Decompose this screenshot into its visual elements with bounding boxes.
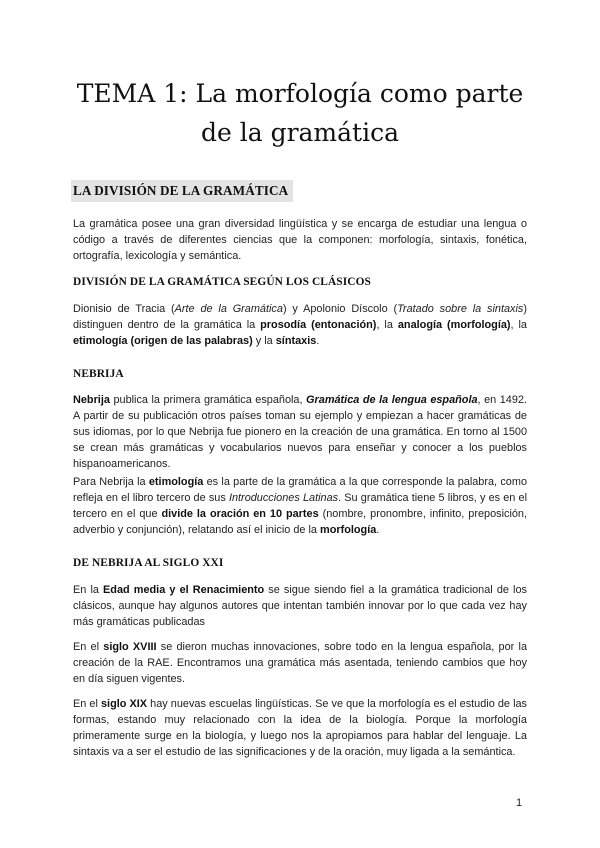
bold-run: siglo XIX	[101, 698, 148, 710]
text-run: , la	[376, 318, 398, 331]
text-run: .	[316, 334, 320, 347]
bold-italic-run: Gramática de la lengua española	[306, 394, 478, 406]
text-run: En el	[73, 698, 101, 710]
heading-nebrija: NEBRIJA	[73, 368, 124, 380]
text-run: . Su gramática tiene 5 libros, y es en el tercero en el que	[73, 491, 527, 520]
text-run: ) y Apolonio Díscolo (	[282, 303, 398, 315]
paragraph-siglo-3	[73, 697, 527, 761]
bold-run: divide la oración en 10 partes	[161, 507, 319, 520]
paragraph-nebrija-2	[73, 475, 527, 539]
paragraph-siglo-2	[73, 640, 527, 688]
text-run: Dionisio de Tracia (	[73, 303, 175, 315]
text-run: y la	[252, 334, 276, 347]
paragraph-intro: La gramática posee una gran diversidad lingüística y se encarga de estudiar una lengua o código a través de diferentes ciencias que la componen: morfología, sintaxis, fonética, ortografía, lexicología y semántica.	[73, 218, 527, 262]
text-run: En el	[73, 641, 104, 653]
text-run: ) distinguen dentro de la gramática la	[73, 303, 527, 331]
heading-clasicos: DIVISIÓN DE LA GRAMÁTICA SEGÚN LOS CLÁSICOS	[73, 276, 371, 288]
bold-run: siglo XVIII	[103, 641, 157, 653]
paragraph-nebrija-1	[73, 393, 527, 473]
text-run: , la	[510, 318, 527, 331]
bold-run: etimología	[148, 476, 204, 488]
bold-run: prosodía (entonación)	[260, 318, 377, 331]
italic-run: Introducciones Latinas	[228, 491, 339, 504]
section-heading-division: LA DIVISIÓN DE LA GRAMÁTICA	[71, 180, 293, 202]
text-run: es la parte de la gramática a la que corresponde la palabra, como refleja en el libro tercero de sus	[73, 476, 527, 504]
bold-run: Edad media y el Renacimiento	[103, 584, 265, 596]
italic-run: Arte de la Gramática	[174, 303, 283, 315]
bold-run: síntaxis	[275, 334, 317, 347]
text-run: se dieron muchas innovaciones, sobre todo en la lengua española, por la creación de la RAE. Encontramos una gramática más asentada, teniendo cambios que hoy en día siguen vigentes.	[73, 641, 528, 685]
text-run: se sigue siendo fiel a la gramática tradicional de los clásicos, aunque hay algunos autores que intentan también innovar por lo que cada vez hay más gramáticas publicadas	[73, 584, 527, 628]
text-run: Para Nebrija la	[73, 476, 149, 488]
text-run: (nombre, pronombre, infinito, preposición, adverbio y conjunción), relatando así el inicio de la	[73, 507, 527, 536]
text-run: hay nuevas escuelas lingüísticas. Se ve que la morfología es el estudio de las formas, estando muy relacionado con la idea de la biología. Porque la morfología primeramente surge en la biología, y luego nos la apropiamos para hablar del lenguaje. La sintaxis va a ser el estudio de las significaciones y de la oración, muy ligada a la semántica.	[73, 698, 527, 758]
bold-run: analogía (morfología)	[397, 318, 511, 331]
heading-siglo: DE NEBRIJA AL SIGLO XXI	[73, 557, 224, 569]
bold-run: etimología (origen de las palabras)	[73, 334, 253, 347]
text-run: , en 1492. A partir de su publicación otros países toman su ejemplo y empiezan a hacer gramáticas de sus idiomas, por lo que Nebrija fue pionero en la creación de una gramática. En torno al 1500 se crean más gramáticas y vocabularios nuevos para enseñar y conocer a los pueblos hispanoamericanos.	[73, 394, 527, 470]
page-title: TEMA 1: La morfología como parte de la gramática	[76, 79, 524, 147]
paragraph-siglo-1	[73, 583, 527, 631]
bold-run: morfología	[320, 523, 377, 536]
page-number: 1	[516, 797, 523, 809]
italic-run: Tratado sobre la sintaxis	[397, 303, 524, 315]
text-run: .	[376, 523, 380, 536]
bold-run: Nebrija	[73, 394, 110, 406]
paragraph-clasicos	[73, 302, 527, 350]
text-run: En la	[73, 584, 104, 596]
text-run: publica la primera gramática española,	[109, 394, 307, 406]
